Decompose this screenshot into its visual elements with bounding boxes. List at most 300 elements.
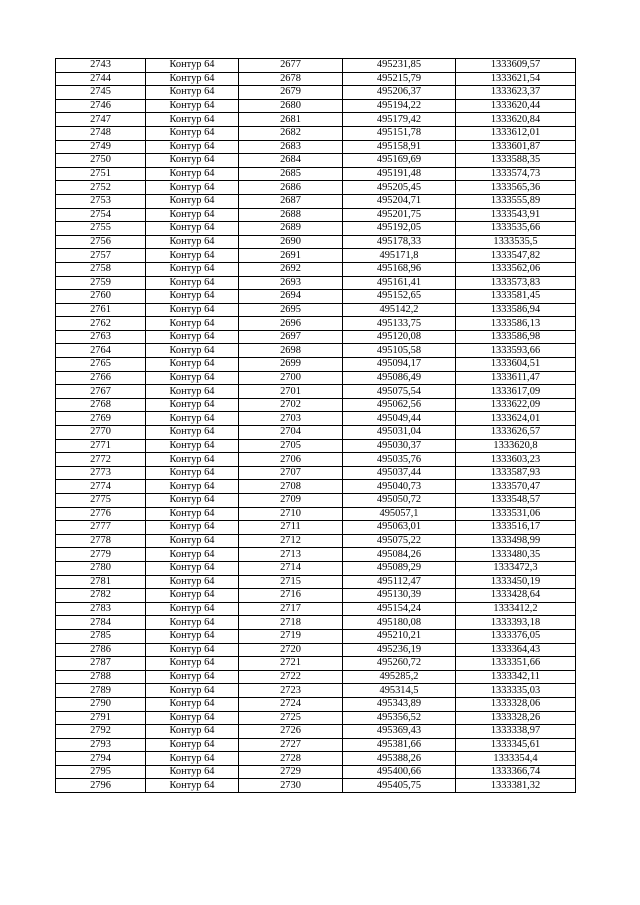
table-row: [56, 262, 576, 276]
x-coordinate-cell: 495369,43: [343, 725, 456, 739]
table-row: [56, 194, 576, 208]
x-coordinate-cell: 495062,56: [343, 398, 456, 412]
coordinates-table-body: [56, 59, 576, 793]
x-coordinate-cell: 495388,26: [343, 752, 456, 766]
point-number-cell: 2729: [239, 765, 343, 779]
x-coordinate-cell: 495169,69: [343, 154, 456, 168]
table-row: [56, 561, 576, 575]
table-row: [56, 616, 576, 630]
contour-name-cell: Контур 64: [146, 697, 239, 711]
y-coordinate-cell: 1333562,06: [456, 262, 576, 276]
y-coordinate-cell: 1333428,64: [456, 589, 576, 603]
contour-name-cell: Контур 64: [146, 398, 239, 412]
point-number-cell: 2719: [239, 629, 343, 643]
table-row: [56, 167, 576, 181]
point-number-cell: 2712: [239, 534, 343, 548]
table-row: [56, 752, 576, 766]
contour-name-cell: Контур 64: [146, 276, 239, 290]
point-number-cell: 2718: [239, 616, 343, 630]
contour-name-cell: Контур 64: [146, 59, 239, 73]
table-row: [56, 276, 576, 290]
x-coordinate-cell: 495215,79: [343, 72, 456, 86]
x-coordinate-cell: 495194,22: [343, 99, 456, 113]
point-number-cell: 2681: [239, 113, 343, 127]
x-coordinate-cell: 495191,48: [343, 167, 456, 181]
point-number-cell: 2720: [239, 643, 343, 657]
x-coordinate-cell: 495075,22: [343, 534, 456, 548]
table-row: [56, 99, 576, 113]
table-row: [56, 725, 576, 739]
contour-name-cell: Контур 64: [146, 412, 239, 426]
point-number-cell: 2689: [239, 222, 343, 236]
x-coordinate-cell: 495179,42: [343, 113, 456, 127]
contour-name-cell: Контур 64: [146, 385, 239, 399]
contour-name-cell: Контур 64: [146, 113, 239, 127]
row-number-cell: 2774: [56, 480, 146, 494]
table-row: [56, 371, 576, 385]
table-row: [56, 126, 576, 140]
row-number-cell: 2767: [56, 385, 146, 399]
y-coordinate-cell: 1333586,98: [456, 330, 576, 344]
row-number-cell: 2785: [56, 629, 146, 643]
table-row: [56, 181, 576, 195]
row-number-cell: 2770: [56, 426, 146, 440]
x-coordinate-cell: 495201,75: [343, 208, 456, 222]
table-row: [56, 412, 576, 426]
table-row: [56, 330, 576, 344]
table-row: [56, 154, 576, 168]
table-row: [56, 765, 576, 779]
point-number-cell: 2692: [239, 262, 343, 276]
x-coordinate-cell: 495206,37: [343, 86, 456, 100]
point-number-cell: 2707: [239, 466, 343, 480]
contour-name-cell: Контур 64: [146, 494, 239, 508]
contour-name-cell: Контур 64: [146, 725, 239, 739]
point-number-cell: 2683: [239, 140, 343, 154]
x-coordinate-cell: 495236,19: [343, 643, 456, 657]
contour-name-cell: Контур 64: [146, 589, 239, 603]
point-number-cell: 2682: [239, 126, 343, 140]
contour-name-cell: Контур 64: [146, 181, 239, 195]
x-coordinate-cell: 495356,52: [343, 711, 456, 725]
point-number-cell: 2721: [239, 657, 343, 671]
row-number-cell: 2751: [56, 167, 146, 181]
table-row: [56, 249, 576, 263]
x-coordinate-cell: 495031,04: [343, 426, 456, 440]
point-number-cell: 2726: [239, 725, 343, 739]
table-row: [56, 657, 576, 671]
x-coordinate-cell: 495343,89: [343, 697, 456, 711]
row-number-cell: 2769: [56, 412, 146, 426]
y-coordinate-cell: 1333472,3: [456, 561, 576, 575]
table-row: [56, 344, 576, 358]
x-coordinate-cell: 495040,73: [343, 480, 456, 494]
point-number-cell: 2715: [239, 575, 343, 589]
contour-name-cell: Контур 64: [146, 480, 239, 494]
row-number-cell: 2753: [56, 194, 146, 208]
table-row: [56, 72, 576, 86]
contour-name-cell: Контур 64: [146, 453, 239, 467]
contour-name-cell: Контур 64: [146, 684, 239, 698]
point-number-cell: 2709: [239, 494, 343, 508]
row-number-cell: 2744: [56, 72, 146, 86]
y-coordinate-cell: 1333565,36: [456, 181, 576, 195]
contour-name-cell: Контур 64: [146, 290, 239, 304]
y-coordinate-cell: 1333611,47: [456, 371, 576, 385]
y-coordinate-cell: 1333498,99: [456, 534, 576, 548]
row-number-cell: 2750: [56, 154, 146, 168]
point-number-cell: 2717: [239, 602, 343, 616]
x-coordinate-cell: 495400,66: [343, 765, 456, 779]
table-row: [56, 548, 576, 562]
row-number-cell: 2796: [56, 779, 146, 793]
y-coordinate-cell: 1333617,09: [456, 385, 576, 399]
row-number-cell: 2789: [56, 684, 146, 698]
table-row: [56, 303, 576, 317]
table-row: [56, 670, 576, 684]
point-number-cell: 2687: [239, 194, 343, 208]
contour-name-cell: Контур 64: [146, 439, 239, 453]
point-number-cell: 2716: [239, 589, 343, 603]
point-number-cell: 2702: [239, 398, 343, 412]
row-number-cell: 2772: [56, 453, 146, 467]
row-number-cell: 2787: [56, 657, 146, 671]
point-number-cell: 2730: [239, 779, 343, 793]
point-number-cell: 2677: [239, 59, 343, 73]
y-coordinate-cell: 1333604,51: [456, 358, 576, 372]
x-coordinate-cell: 495204,71: [343, 194, 456, 208]
contour-name-cell: Контур 64: [146, 208, 239, 222]
y-coordinate-cell: 1333328,26: [456, 711, 576, 725]
x-coordinate-cell: 495030,37: [343, 439, 456, 453]
table-row: [56, 684, 576, 698]
x-coordinate-cell: 495405,75: [343, 779, 456, 793]
table-row: [56, 643, 576, 657]
point-number-cell: 2724: [239, 697, 343, 711]
y-coordinate-cell: 1333555,89: [456, 194, 576, 208]
contour-name-cell: Контур 64: [146, 426, 239, 440]
y-coordinate-cell: 1333381,32: [456, 779, 576, 793]
contour-name-cell: Контур 64: [146, 507, 239, 521]
row-number-cell: 2758: [56, 262, 146, 276]
point-number-cell: 2704: [239, 426, 343, 440]
point-number-cell: 2713: [239, 548, 343, 562]
x-coordinate-cell: 495094,17: [343, 358, 456, 372]
contour-name-cell: Контур 64: [146, 575, 239, 589]
point-number-cell: 2728: [239, 752, 343, 766]
point-number-cell: 2708: [239, 480, 343, 494]
y-coordinate-cell: 1333351,66: [456, 657, 576, 671]
table-row: [56, 575, 576, 589]
point-number-cell: 2705: [239, 439, 343, 453]
x-coordinate-cell: 495142,2: [343, 303, 456, 317]
x-coordinate-cell: 495205,45: [343, 181, 456, 195]
point-number-cell: 2714: [239, 561, 343, 575]
x-coordinate-cell: 495057,1: [343, 507, 456, 521]
y-coordinate-cell: 1333480,35: [456, 548, 576, 562]
row-number-cell: 2786: [56, 643, 146, 657]
point-number-cell: 2706: [239, 453, 343, 467]
contour-name-cell: Контур 64: [146, 72, 239, 86]
contour-name-cell: Контур 64: [146, 752, 239, 766]
table-row: [56, 235, 576, 249]
contour-name-cell: Контур 64: [146, 99, 239, 113]
table-row: [56, 494, 576, 508]
y-coordinate-cell: 1333338,97: [456, 725, 576, 739]
row-number-cell: 2792: [56, 725, 146, 739]
y-coordinate-cell: 1333581,45: [456, 290, 576, 304]
y-coordinate-cell: 1333621,54: [456, 72, 576, 86]
contour-name-cell: Контур 64: [146, 561, 239, 575]
row-number-cell: 2782: [56, 589, 146, 603]
point-number-cell: 2701: [239, 385, 343, 399]
y-coordinate-cell: 1333342,11: [456, 670, 576, 684]
point-number-cell: 2693: [239, 276, 343, 290]
table-row: [56, 466, 576, 480]
y-coordinate-cell: 1333516,17: [456, 521, 576, 535]
point-number-cell: 2680: [239, 99, 343, 113]
table-row: [56, 208, 576, 222]
table-row: [56, 711, 576, 725]
x-coordinate-cell: 495154,24: [343, 602, 456, 616]
contour-name-cell: Контур 64: [146, 534, 239, 548]
contour-name-cell: Контур 64: [146, 670, 239, 684]
row-number-cell: 2763: [56, 330, 146, 344]
table-row: [56, 453, 576, 467]
contour-name-cell: Контур 64: [146, 657, 239, 671]
y-coordinate-cell: 1333603,23: [456, 453, 576, 467]
row-number-cell: 2749: [56, 140, 146, 154]
row-number-cell: 2746: [56, 99, 146, 113]
x-coordinate-cell: 495158,91: [343, 140, 456, 154]
point-number-cell: 2727: [239, 738, 343, 752]
x-coordinate-cell: 495161,41: [343, 276, 456, 290]
y-coordinate-cell: 1333531,06: [456, 507, 576, 521]
point-number-cell: 2697: [239, 330, 343, 344]
contour-name-cell: Контур 64: [146, 303, 239, 317]
contour-name-cell: Контур 64: [146, 711, 239, 725]
contour-name-cell: Контур 64: [146, 616, 239, 630]
y-coordinate-cell: 1333450,19: [456, 575, 576, 589]
y-coordinate-cell: 1333626,57: [456, 426, 576, 440]
y-coordinate-cell: 1333393,18: [456, 616, 576, 630]
y-coordinate-cell: 1333593,66: [456, 344, 576, 358]
y-coordinate-cell: 1333586,94: [456, 303, 576, 317]
point-number-cell: 2685: [239, 167, 343, 181]
y-coordinate-cell: 1333609,57: [456, 59, 576, 73]
y-coordinate-cell: 1333535,5: [456, 235, 576, 249]
x-coordinate-cell: 495192,05: [343, 222, 456, 236]
point-number-cell: 2723: [239, 684, 343, 698]
x-coordinate-cell: 495260,72: [343, 657, 456, 671]
contour-name-cell: Контур 64: [146, 358, 239, 372]
y-coordinate-cell: 1333573,83: [456, 276, 576, 290]
x-coordinate-cell: 495112,47: [343, 575, 456, 589]
y-coordinate-cell: 1333547,82: [456, 249, 576, 263]
point-number-cell: 2699: [239, 358, 343, 372]
contour-name-cell: Контур 64: [146, 194, 239, 208]
table-row: [56, 222, 576, 236]
x-coordinate-cell: 495178,33: [343, 235, 456, 249]
row-number-cell: 2794: [56, 752, 146, 766]
coordinates-table: [55, 58, 576, 793]
row-number-cell: 2759: [56, 276, 146, 290]
point-number-cell: 2686: [239, 181, 343, 195]
table-row: [56, 439, 576, 453]
table-row: [56, 779, 576, 793]
point-number-cell: 2725: [239, 711, 343, 725]
row-number-cell: 2747: [56, 113, 146, 127]
row-number-cell: 2776: [56, 507, 146, 521]
table-row: [56, 480, 576, 494]
row-number-cell: 2781: [56, 575, 146, 589]
row-number-cell: 2752: [56, 181, 146, 195]
contour-name-cell: Контур 64: [146, 466, 239, 480]
x-coordinate-cell: 495314,5: [343, 684, 456, 698]
table-row: [56, 385, 576, 399]
point-number-cell: 2711: [239, 521, 343, 535]
x-coordinate-cell: 495084,26: [343, 548, 456, 562]
point-number-cell: 2710: [239, 507, 343, 521]
point-number-cell: 2722: [239, 670, 343, 684]
x-coordinate-cell: 495037,44: [343, 466, 456, 480]
x-coordinate-cell: 495050,72: [343, 494, 456, 508]
y-coordinate-cell: 1333588,35: [456, 154, 576, 168]
x-coordinate-cell: 495089,29: [343, 561, 456, 575]
x-coordinate-cell: 495180,08: [343, 616, 456, 630]
y-coordinate-cell: 1333624,01: [456, 412, 576, 426]
x-coordinate-cell: 495231,85: [343, 59, 456, 73]
table-row: [56, 426, 576, 440]
table-row: [56, 507, 576, 521]
y-coordinate-cell: 1333364,43: [456, 643, 576, 657]
point-number-cell: 2694: [239, 290, 343, 304]
x-coordinate-cell: 495120,08: [343, 330, 456, 344]
x-coordinate-cell: 495171,8: [343, 249, 456, 263]
row-number-cell: 2743: [56, 59, 146, 73]
row-number-cell: 2757: [56, 249, 146, 263]
y-coordinate-cell: 1333535,66: [456, 222, 576, 236]
row-number-cell: 2784: [56, 616, 146, 630]
y-coordinate-cell: 1333412,2: [456, 602, 576, 616]
x-coordinate-cell: 495151,78: [343, 126, 456, 140]
point-number-cell: 2698: [239, 344, 343, 358]
y-coordinate-cell: 1333354,4: [456, 752, 576, 766]
table-row: [56, 521, 576, 535]
x-coordinate-cell: 495049,44: [343, 412, 456, 426]
y-coordinate-cell: 1333328,06: [456, 697, 576, 711]
point-number-cell: 2684: [239, 154, 343, 168]
x-coordinate-cell: 495075,54: [343, 385, 456, 399]
row-number-cell: 2777: [56, 521, 146, 535]
point-number-cell: 2690: [239, 235, 343, 249]
table-row: [56, 317, 576, 331]
x-coordinate-cell: 495105,58: [343, 344, 456, 358]
row-number-cell: 2795: [56, 765, 146, 779]
point-number-cell: 2700: [239, 371, 343, 385]
contour-name-cell: Контур 64: [146, 779, 239, 793]
contour-name-cell: Контур 64: [146, 86, 239, 100]
contour-name-cell: Контур 64: [146, 548, 239, 562]
row-number-cell: 2788: [56, 670, 146, 684]
table-row: [56, 629, 576, 643]
contour-name-cell: Контур 64: [146, 643, 239, 657]
table-row: [56, 140, 576, 154]
table-row: [56, 59, 576, 73]
row-number-cell: 2775: [56, 494, 146, 508]
y-coordinate-cell: 1333366,74: [456, 765, 576, 779]
y-coordinate-cell: 1333335,03: [456, 684, 576, 698]
contour-name-cell: Контур 64: [146, 262, 239, 276]
point-number-cell: 2695: [239, 303, 343, 317]
table-row: [56, 398, 576, 412]
row-number-cell: 2762: [56, 317, 146, 331]
point-number-cell: 2691: [239, 249, 343, 263]
point-number-cell: 2678: [239, 72, 343, 86]
row-number-cell: 2756: [56, 235, 146, 249]
row-number-cell: 2745: [56, 86, 146, 100]
x-coordinate-cell: 495086,49: [343, 371, 456, 385]
x-coordinate-cell: 495063,01: [343, 521, 456, 535]
row-number-cell: 2761: [56, 303, 146, 317]
x-coordinate-cell: 495381,66: [343, 738, 456, 752]
x-coordinate-cell: 495133,75: [343, 317, 456, 331]
row-number-cell: 2760: [56, 290, 146, 304]
contour-name-cell: Контур 64: [146, 765, 239, 779]
y-coordinate-cell: 1333620,8: [456, 439, 576, 453]
contour-name-cell: Контур 64: [146, 330, 239, 344]
contour-name-cell: Контур 64: [146, 521, 239, 535]
row-number-cell: 2791: [56, 711, 146, 725]
table-row: [56, 290, 576, 304]
table-row: [56, 113, 576, 127]
row-number-cell: 2790: [56, 697, 146, 711]
y-coordinate-cell: 1333543,91: [456, 208, 576, 222]
contour-name-cell: Контур 64: [146, 371, 239, 385]
y-coordinate-cell: 1333620,84: [456, 113, 576, 127]
contour-name-cell: Контур 64: [146, 154, 239, 168]
table-row: [56, 358, 576, 372]
table-row: [56, 86, 576, 100]
y-coordinate-cell: 1333622,09: [456, 398, 576, 412]
table-row: [56, 738, 576, 752]
x-coordinate-cell: 495168,96: [343, 262, 456, 276]
row-number-cell: 2771: [56, 439, 146, 453]
row-number-cell: 2768: [56, 398, 146, 412]
contour-name-cell: Контур 64: [146, 344, 239, 358]
row-number-cell: 2755: [56, 222, 146, 236]
table-row: [56, 602, 576, 616]
row-number-cell: 2779: [56, 548, 146, 562]
contour-name-cell: Контур 64: [146, 126, 239, 140]
point-number-cell: 2696: [239, 317, 343, 331]
y-coordinate-cell: 1333586,13: [456, 317, 576, 331]
row-number-cell: 2773: [56, 466, 146, 480]
y-coordinate-cell: 1333570,47: [456, 480, 576, 494]
y-coordinate-cell: 1333376,05: [456, 629, 576, 643]
point-number-cell: 2679: [239, 86, 343, 100]
point-number-cell: 2688: [239, 208, 343, 222]
y-coordinate-cell: 1333574,73: [456, 167, 576, 181]
x-coordinate-cell: 495152,65: [343, 290, 456, 304]
y-coordinate-cell: 1333623,37: [456, 86, 576, 100]
row-number-cell: 2780: [56, 561, 146, 575]
x-coordinate-cell: 495285,2: [343, 670, 456, 684]
row-number-cell: 2766: [56, 371, 146, 385]
contour-name-cell: Контур 64: [146, 235, 239, 249]
x-coordinate-cell: 495210,21: [343, 629, 456, 643]
table-row: [56, 534, 576, 548]
